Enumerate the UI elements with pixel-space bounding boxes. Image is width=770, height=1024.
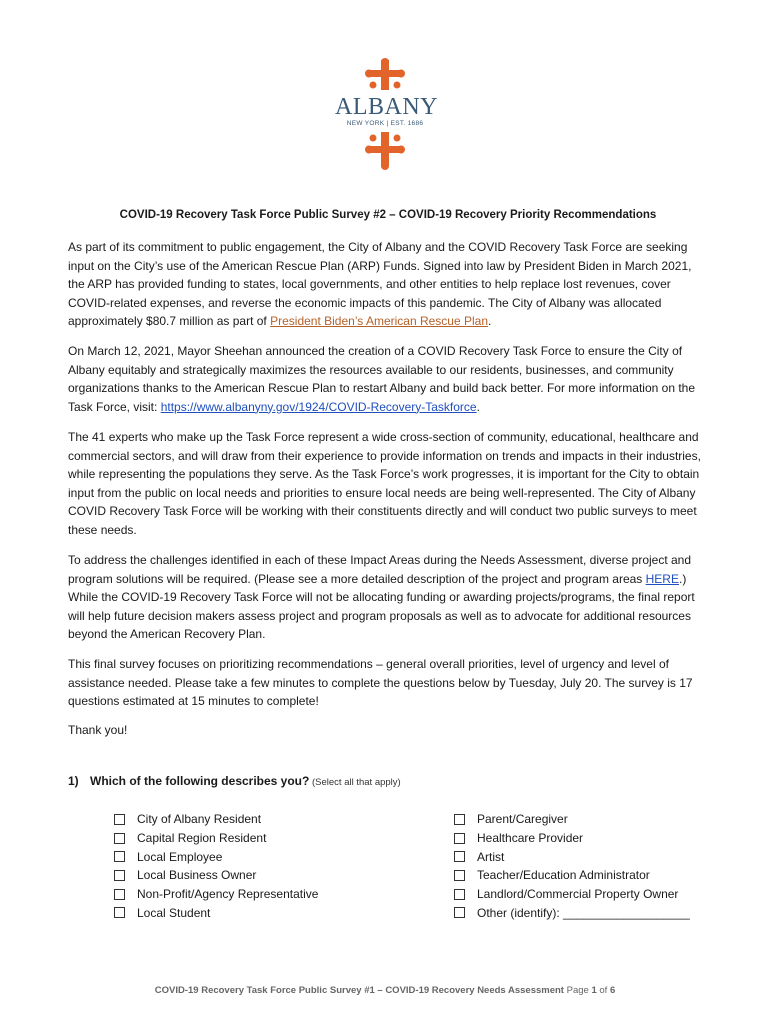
- option-label: Teacher/Education Administrator: [477, 868, 650, 883]
- checkbox-icon[interactable]: [454, 833, 465, 844]
- here-link[interactable]: HERE: [645, 571, 679, 586]
- option-label: Parent/Caregiver: [477, 812, 568, 827]
- page-footer: [0, 985, 770, 996]
- experts-paragraph: The 41 experts who make up the Task Force represent a wide cross-section of community, educational, healthcare and commercial sectors, and will draw from their experience to provide information on trends and impacts in their industries, while representing the populations they serve. As the Task Force’s work progresses, it is important for the City to obtain input from the public on local needs and priorities to ensure local needs are being well-represented. The City of Albany COVID Recovery Task Force will be working with their constituents directly and will conduct two public surveys to meet these needs.: [68, 430, 701, 537]
- option-item[interactable]: [454, 847, 734, 866]
- option-item[interactable]: [454, 810, 734, 829]
- checkbox-icon[interactable]: [114, 870, 125, 881]
- checkbox-icon[interactable]: [454, 870, 465, 881]
- thank-you-text: Thank you!: [68, 723, 128, 737]
- question-note: (Select all that apply): [309, 777, 401, 788]
- intro-paragraph: As part of its commitment to public engagement, the City of Albany and the COVID Recovery Task Force are seeking input on the City’s use of the American Rescue Plan (ARP) Funds. Signed into law by President Biden in March 2021, the ARP has provided funding to states, local governments, and other entities to help replace lost revenues, cover COVID-related expenses, and reverse the economic impacts of this pandemic. The City of Albany was allocated approximately $80.7 million as part of President Biden’s American Rescue Plan.: [68, 240, 692, 328]
- option-item[interactable]: [114, 810, 414, 829]
- option-item[interactable]: [454, 866, 734, 885]
- task-force-paragraph: On March 12, 2021, Mayor Sheehan announced the creation of a COVID Recovery Task Force to ensure the City of Albany equitably and strategically maximizes the resources available to our residents, businesses, and community organizations thanks to the American Rescue Plan to restart Albany and build back better. For more information on the Task Force, visit: https://www.albanyny.gov/1924/COVID-Recovery-Taskforce.: [68, 344, 696, 414]
- footer-page-label: Page: [566, 985, 592, 996]
- option-label: Landlord/Commercial Property Owner: [477, 887, 679, 902]
- final-survey-paragraph: This final survey focuses on prioritizing recommendations – general overall priorities, level of urgency and level of assistance needed. Please take a few minutes to complete the questions below by Tuesday, July 20. The survey is 17 questions estimated at 15 minutes to complete!: [68, 657, 693, 708]
- option-label: Local Business Owner: [137, 868, 257, 883]
- options-right-column: [454, 810, 734, 922]
- option-label: Local Employee: [137, 849, 223, 864]
- option-label: Healthcare Provider: [477, 831, 584, 846]
- footer-page-total: 6: [609, 985, 616, 996]
- question-1: [68, 774, 708, 788]
- checkbox-icon[interactable]: [114, 833, 125, 844]
- option-label: Non-Profit/Agency Representative: [137, 887, 319, 902]
- option-item[interactable]: [114, 885, 414, 904]
- option-label: Other (identify): ___________________: [477, 905, 690, 920]
- footer-title: COVID-19 Recovery Task Force Public Survey #1 – COVID-19 Recovery Needs Assessment: [154, 985, 564, 996]
- option-item[interactable]: [114, 903, 414, 922]
- logo-wordmark: ALBANY: [335, 94, 438, 120]
- option-item[interactable]: [114, 866, 414, 885]
- footer-page-number: 1: [591, 985, 597, 996]
- option-item[interactable]: [114, 847, 414, 866]
- checkbox-icon[interactable]: [454, 907, 465, 918]
- checkbox-icon[interactable]: [114, 889, 125, 900]
- checkbox-icon[interactable]: [454, 814, 465, 825]
- question-number: 1): [68, 774, 79, 788]
- checkbox-icon[interactable]: [114, 907, 125, 918]
- question-text: Which of the following describes you?: [90, 774, 310, 788]
- option-item[interactable]: [454, 903, 734, 922]
- checkbox-icon[interactable]: [114, 814, 125, 825]
- logo-subtitle: NEW YORK | EST. 1686: [346, 120, 424, 127]
- checkbox-icon[interactable]: [114, 851, 125, 862]
- albany-logo: [335, 58, 438, 170]
- option-item[interactable]: [454, 829, 734, 848]
- option-label: City of Albany Resident: [137, 812, 262, 827]
- checkbox-icon[interactable]: [454, 851, 465, 862]
- option-label: Artist: [477, 849, 505, 864]
- arp-link[interactable]: President Biden’s American Rescue Plan: [270, 314, 489, 328]
- option-label: Local Student: [137, 905, 211, 920]
- options-left-column: [114, 810, 414, 922]
- checkbox-icon[interactable]: [454, 889, 465, 900]
- option-item[interactable]: [114, 829, 414, 848]
- impact-areas-paragraph: To address the challenges identified in each of these Impact Areas during the Needs Assessment, diverse project and program solutions will be required. (Please see a more detailed description of the project and program areas HERE.) While the COVID-19 Recovery Task Force will not be allocating funding or awarding projects/programs, the final report will help future decision makers assess project and program proposals as well as to advocate for additional resources beyond the American Recovery Plan.: [68, 553, 695, 641]
- option-item[interactable]: [454, 885, 734, 904]
- footer-of: of: [596, 985, 610, 996]
- taskforce-url-link[interactable]: https://www.albanyny.gov/1924/COVID-Recovery-Taskforce: [160, 399, 477, 414]
- option-label: Capital Region Resident: [137, 831, 267, 846]
- page-title: COVID-19 Recovery Task Force Public Survey #2 – COVID-19 Recovery Priority Recommendations: [119, 209, 657, 221]
